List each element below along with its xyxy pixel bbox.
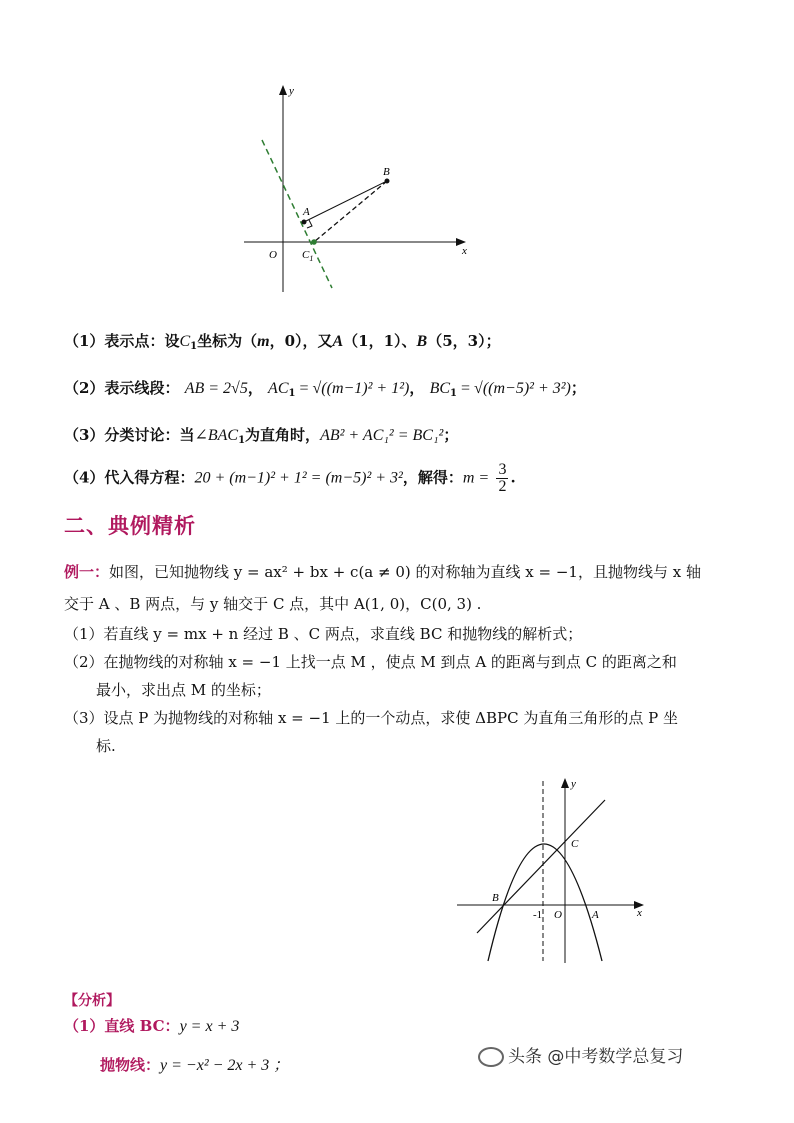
step-2: （2）表示线段： AB = 2√5， $AC_1 = √((m-1)^2 + 1^2)$， $BC_1 = √((m-5)^2 + 3^2)$； [64, 379, 586, 399]
label-B: B [492, 892, 499, 904]
perpendicular-line [262, 140, 332, 288]
section-title: 二、典例精析 [64, 513, 196, 538]
logo-icon [478, 1047, 504, 1067]
label-A: A [303, 206, 310, 218]
question-2: （2）在抛物线的对称轴 x = −1 上找一点 M ，使点 M 到点 A 的距离与到点 C 的距离之和 最小，求出点 M 的坐标； [64, 653, 677, 699]
example-label: 例一： [64, 563, 110, 581]
watermark: 头条 @中考数学总复习 [478, 1042, 683, 1067]
question-3: （3）设点 P 为抛物线的对称轴 x = −1 上的一个动点，求使 ΔBPC 为直角三角形的点 P 坐 标. [64, 709, 678, 755]
fraction-3-2: $\frac{3}{2}$ [498, 461, 507, 495]
analysis-1: （1）直线 BC：y = x + 3 [64, 1017, 240, 1035]
label-C1: $C_1$ [302, 249, 314, 263]
question-1: （1）若直线 y = mx + n 经过 B 、C 两点，求直线 BC 和抛物线的解析式； [64, 625, 583, 643]
figure-2 [455, 775, 655, 965]
y-label: y [571, 778, 576, 790]
label-B: B [383, 166, 390, 178]
right-angle-mark [307, 220, 312, 228]
y-label: y [289, 85, 294, 97]
example-stem: 例一：如图，已知抛物线 y = ax² + bx + c(a ≠ 0) 的对称轴为直线 x = −1，且抛物线与 x 轴 交于 A 、B 两点，与 y 轴交于 C 点，其中 A(1, 0)，C(0, 3) . [64, 563, 701, 613]
ab-expr: AB = 2√5 [184, 380, 248, 397]
origin-label: O [269, 249, 277, 261]
point-B [385, 179, 390, 184]
figure-1 [240, 80, 480, 295]
analysis-title: 【分析】 [64, 993, 120, 1009]
label-A: A [592, 909, 599, 921]
step-1: （1）表示点：设$C_1$坐标为（m，0），又A（1，1）、B（5，3）； [64, 332, 501, 352]
label-C: C [571, 838, 579, 850]
step-4: （4）代入得方程：20 + (m−1)² + 1² = (m−5)² + 3²，解得：m = $\frac{3}{2}$ . [64, 461, 516, 495]
segment-AB [304, 181, 387, 222]
x-label: x [462, 245, 467, 257]
point-C1 [311, 239, 317, 245]
origin-label: O [554, 909, 562, 921]
x-label: x [637, 907, 642, 919]
analysis-2: 抛物线：y = −x² − 2x + 3 ； [100, 1056, 290, 1074]
tick-minus-1: -1 [533, 909, 543, 921]
step-3: （3）分类讨论：当$\angle BAC_1$为直角时，AB² + AC₁² = BC₁²； [64, 426, 459, 446]
point-A [302, 220, 307, 225]
